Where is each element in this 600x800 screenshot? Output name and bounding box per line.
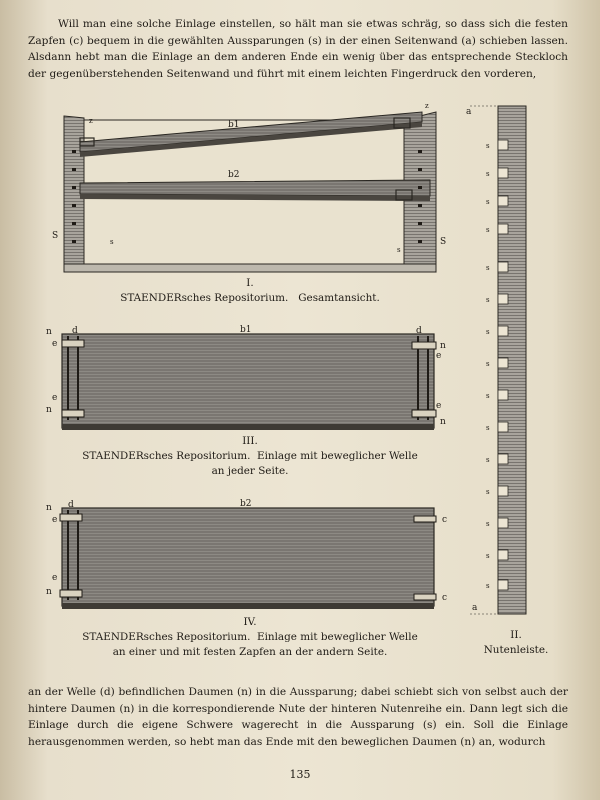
label-d: d: [68, 500, 74, 510]
label-b2: b2: [240, 499, 252, 509]
figure-2-caption-text: Nutenleiste.: [483, 644, 549, 656]
label-n-bottom: n: [46, 587, 52, 597]
label-e-left-bottom: e: [52, 393, 58, 403]
figure-4-board-drawing: [46, 499, 447, 609]
figure-1-numeral: I.: [246, 277, 254, 289]
label-s: s: [486, 142, 490, 150]
label-s: s: [486, 392, 490, 400]
label-s: s: [486, 424, 490, 432]
figure-4-caption: [40, 615, 460, 660]
label-n-left-bottom: n: [46, 405, 52, 415]
label-a-bottom: a: [472, 603, 478, 613]
label-e-top: e: [52, 515, 58, 525]
label-S-right: S: [440, 237, 447, 247]
label-n-right-top: n: [440, 341, 446, 351]
label-e-bottom: e: [52, 573, 58, 583]
label-e-right-top: e: [436, 351, 442, 361]
label-z-right: z: [425, 102, 429, 110]
figure-3-caption: [40, 434, 460, 479]
label-d-right: d: [416, 326, 422, 336]
label-s: s: [486, 456, 490, 464]
label-b1: b1: [240, 325, 252, 335]
label-s: s: [486, 226, 490, 234]
figure-4-caption-line-2: an einer und mit festen Zapfen an der andern Seite.: [112, 646, 388, 658]
figure-1-rack-drawing: [52, 102, 446, 272]
figure-2-slotted-strip: [466, 106, 526, 614]
figure-4-numeral: IV.: [243, 616, 257, 628]
label-b2: b2: [228, 170, 240, 180]
bottom-paragraph: an der Welle (d) befindlichen Daumen (n) in die Aussparung; dabei schiebt sich von selbst auch der hintere Daumen (n) in die korrespondierende Nute der hinteren Nutenreihe ein. Dann legt sich die Einlage durch die eigene Schwere wagerecht in die Aussparung (s) ein. Soll die Einlage herausgenommen werden, so hebt man das Ende mit den beweglichen Daumen (n) an, wodurch: [28, 686, 568, 748]
label-n-top: n: [46, 503, 52, 513]
label-s: s: [486, 264, 490, 272]
label-s: s: [486, 328, 490, 336]
figure-1-caption-text: STAENDERsches Repositorium. Gesamtansicht.: [120, 292, 380, 304]
figure-2-numeral: II.: [510, 629, 522, 641]
label-s: s: [486, 296, 490, 304]
label-c-top: c: [442, 515, 448, 525]
figure-3-numeral: III.: [242, 435, 258, 447]
label-z-left: z: [89, 117, 93, 125]
label-s-left: s: [110, 238, 114, 246]
page-number: 135: [289, 768, 311, 781]
label-s: s: [486, 198, 490, 206]
figure-1-caption: [60, 276, 440, 306]
figure-3-caption-line-1: STAENDERsches Repositorium. Einlage mit beweglicher Welle: [82, 450, 418, 462]
label-e-left-top: e: [52, 339, 58, 349]
label-d-left: d: [72, 326, 78, 336]
label-s: s: [486, 170, 490, 178]
figure-2-caption: [476, 628, 556, 658]
label-s-right: s: [397, 246, 401, 254]
label-n-left-top: n: [46, 327, 52, 337]
top-paragraph: Will man eine solche Einlage einstellen, so hält man sie etwas schräg, so dass sich die festen Zapfen (c) bequem in die gewählten Aussparungen (s) in der einen Seitenwand (a) schieben lassen. Alsdann hebt man die Einlage an dem anderen Ende ein wenig über das entsprechende Steckloch der gegenüberstehenden Seitenwand und führt mit einem leichten Fingerdruck den vorderen,: [28, 18, 568, 80]
label-s: s: [486, 488, 490, 496]
label-s: s: [486, 552, 490, 560]
label-S-left: S: [52, 231, 59, 241]
label-s: s: [486, 520, 490, 528]
figure-3-board-drawing: [46, 325, 446, 430]
label-b1: b1: [228, 120, 240, 130]
label-c-bottom: c: [442, 593, 448, 603]
label-e-right-bottom: e: [436, 401, 442, 411]
figure-4-caption-line-1: STAENDERsches Repositorium. Einlage mit beweglicher Welle: [82, 631, 418, 643]
label-a-top: a: [466, 107, 472, 117]
figure-3-caption-line-2: an jeder Seite.: [211, 465, 289, 477]
label-s: s: [486, 360, 490, 368]
label-s: s: [486, 582, 490, 590]
label-n-right-bottom: n: [440, 417, 446, 427]
